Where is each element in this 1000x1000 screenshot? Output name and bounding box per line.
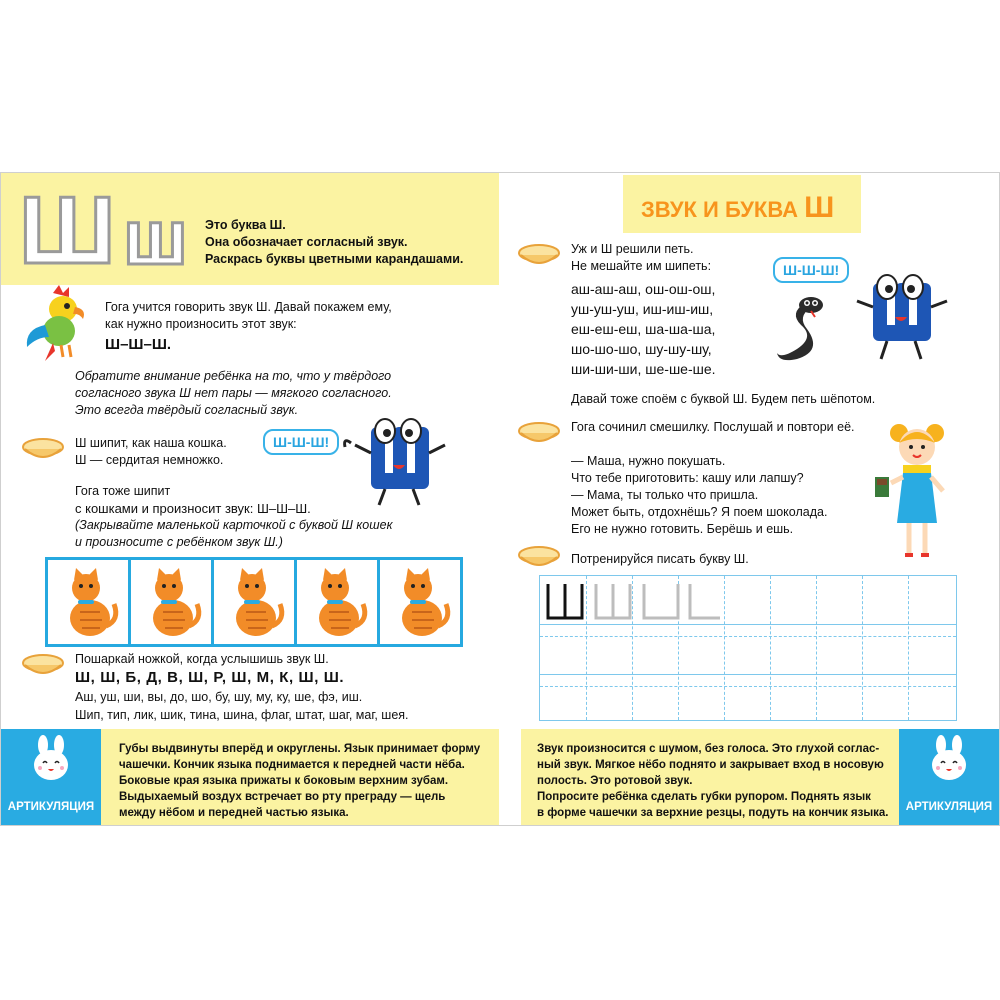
stomp-text: Пошаркай ножкой, когда услышишь звук Ш. xyxy=(75,652,329,666)
song-line: уш-уш-уш, иш-иш-иш, xyxy=(571,301,714,317)
song-intro-line: Уж и Ш решили петь. xyxy=(571,242,694,256)
big-letter-upper: Ш xyxy=(19,177,116,284)
cats-line: и произносите с ребёнком звук Ш.) xyxy=(75,535,283,549)
sing-line: Давай тоже споём с буквой Ш. Будем петь шёпотом. xyxy=(571,392,876,406)
articulation-line: Звук произносится с шумом, без голоса. Это глухой соглас- xyxy=(537,743,880,755)
articulation-text xyxy=(119,741,491,821)
articulation-line: Губы выдвинуты вперёд и округлены. Язык принимает форму xyxy=(119,743,481,755)
title-text: ЗВУК И БУКВА xyxy=(641,197,799,222)
joke-intro: Гога сочинил смешилку. Послушай и повтори её. xyxy=(571,420,855,434)
cats-line: (Закрывайте маленькой карточкой с буквой Ш кошек xyxy=(75,518,393,532)
syllables-row: Аш, уш, ши, вы, до, шо, бу, шу, му, ку, ше, фэ, иш. xyxy=(75,690,363,704)
song-line: ши-ши-ши, ше-ше-ше. xyxy=(571,361,716,377)
articulation-line: Боковые края языка прижаты к боковым верхним зубам. xyxy=(119,775,449,787)
teacher-note xyxy=(75,368,475,419)
intro-text xyxy=(205,217,495,268)
bunny-icon xyxy=(929,735,969,783)
articulation-label: АРТИКУЛЯЦИЯ xyxy=(905,801,993,813)
song-line: аш-аш-аш, ош-ош-ош, xyxy=(571,281,716,297)
girl-illustration xyxy=(869,417,965,565)
note-line: согласного звука Ш нет пары — мягкого согласного. xyxy=(75,386,392,400)
joke xyxy=(571,453,827,538)
cat-card[interactable] xyxy=(48,560,131,644)
cat-icon xyxy=(305,566,369,638)
articulation-line: в форме чашечки за верхние резцы, подуть на кончик языка. xyxy=(537,807,889,819)
letters-row: Ш, Ш, Б, Д, В, Ш, Р, Ш, М, К, Ш, Ш. xyxy=(75,669,345,686)
goga-sound: Ш–Ш–Ш. xyxy=(105,336,172,353)
song xyxy=(571,279,716,379)
cat-card[interactable] xyxy=(297,560,380,644)
sample-letter xyxy=(544,582,724,622)
bowl-icon xyxy=(21,437,65,463)
book-spread xyxy=(0,172,1000,826)
song-intro xyxy=(571,241,711,275)
letter-sha-character xyxy=(851,267,951,363)
articulation-text xyxy=(537,741,897,821)
articulation-line: Выдыхаемый воздух встречает во рту преграду — щель xyxy=(119,791,446,803)
cat-icon xyxy=(56,566,120,638)
title-letter: Ш xyxy=(804,191,835,224)
song-intro-line: Не мешайте им шипеть: xyxy=(571,259,712,273)
goga-line: Гога учится говорить звук Ш. Давай покажем ему, xyxy=(105,300,392,314)
bowl-icon xyxy=(517,421,561,447)
cat-card[interactable] xyxy=(131,560,214,644)
big-letter-lower: ш xyxy=(123,193,189,281)
goga-line: как нужно произносить этот звук: xyxy=(105,317,297,331)
hiss-line: Ш шипит, как наша кошка. xyxy=(75,436,227,450)
joke-line: Может быть, отдохнёшь? Я поем шоколада. xyxy=(571,505,828,519)
speech-bubble: Ш-Ш-Ш! xyxy=(263,429,339,455)
joke-line: Что тебе приготовить: кашу или лапшу? xyxy=(571,471,804,485)
cats-line: с кошками и произносит звук: Ш–Ш–Ш. xyxy=(75,501,311,516)
joke-line: — Мама, ты только что пришла. xyxy=(571,488,759,502)
writing-grid[interactable] xyxy=(539,575,957,721)
articulation-label: АРТИКУЛЯЦИЯ xyxy=(7,801,95,813)
intro-line: Раскрась буквы цветными карандашами. xyxy=(205,252,464,266)
bowl-icon xyxy=(21,653,65,679)
joke-line: Его не нужно готовить. Берёшь и ешь. xyxy=(571,522,794,536)
snake-illustration xyxy=(771,293,837,365)
goga-intro xyxy=(105,299,485,333)
parrot-illustration xyxy=(23,283,93,363)
articulation-tab-right xyxy=(899,729,999,825)
bowl-icon xyxy=(517,545,561,571)
cat-icon xyxy=(388,566,452,638)
articulation-line: ный звук. Мягкое нёбо поднято и закрывает вход в носовую xyxy=(537,759,884,771)
cat-icon xyxy=(139,566,203,638)
cat-cards xyxy=(45,557,463,647)
articulation-panel-left xyxy=(101,729,499,825)
cat-icon xyxy=(222,566,286,638)
articulation-line: между нёбом и передней частью языка. xyxy=(119,807,349,819)
hiss-line: Ш — сердитая немножко. xyxy=(75,453,224,467)
speech-bubble: Ш-Ш-Ш! xyxy=(773,257,849,283)
cats-line: Гога тоже шипит xyxy=(75,484,171,498)
hiss-text xyxy=(75,435,275,469)
articulation-line: Попросите ребёнка сделать губки рупором. Поднять язык xyxy=(537,791,871,803)
note-line: Это всегда твёрдый согласный звук. xyxy=(75,403,299,417)
cat-card[interactable] xyxy=(214,560,297,644)
joke-line: — Маша, нужно покушать. xyxy=(571,454,726,468)
page-title xyxy=(641,191,834,225)
articulation-line: полость. Это ротовой звук. xyxy=(537,775,693,787)
song-line: еш-еш-еш, ша-ша-ша, xyxy=(571,321,716,337)
cats-text xyxy=(75,483,475,551)
song-line: шо-шо-шо, шу-шу-шу, xyxy=(571,341,712,357)
intro-line: Она обозначает согласный звук. xyxy=(205,235,408,249)
cat-card[interactable] xyxy=(380,560,460,644)
bowl-icon xyxy=(517,243,561,269)
practice-text: Потренируйся писать букву Ш. xyxy=(571,552,749,566)
articulation-line: чашечки. Кончик языка поднимается к передней части нёба. xyxy=(119,759,465,771)
words-row: Шип, тип, лик, шик, тина, шина, флаг, штат, шаг, маг, шея. xyxy=(75,708,409,722)
articulation-panel-right xyxy=(521,729,899,825)
bunny-icon xyxy=(31,735,71,783)
note-line: Обратите внимание ребёнка на то, что у твёрдого xyxy=(75,369,392,383)
articulation-tab-left xyxy=(1,729,101,825)
intro-line: Это буква Ш. xyxy=(205,218,286,232)
